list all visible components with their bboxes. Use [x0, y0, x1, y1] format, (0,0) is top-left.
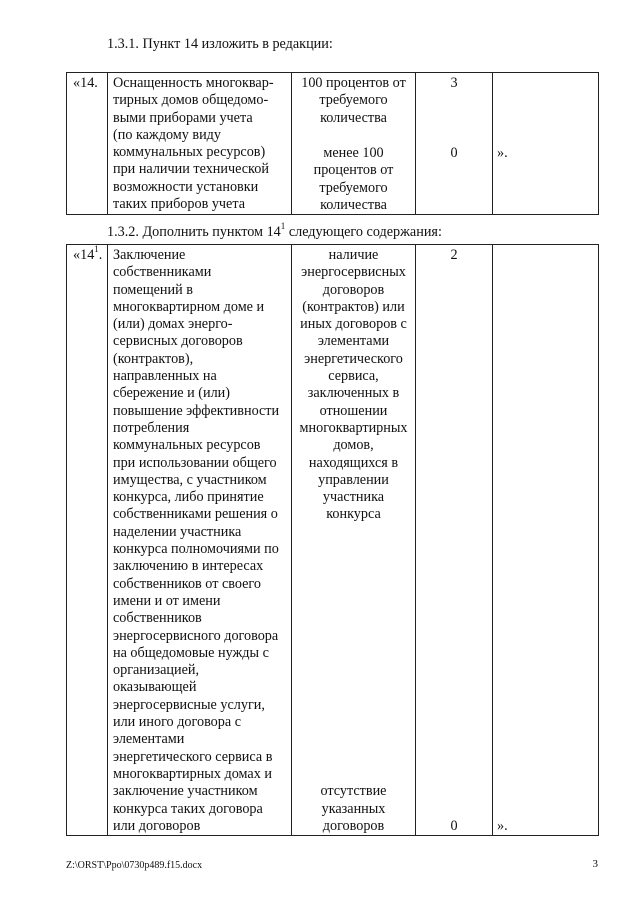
- table-section-2: [66, 244, 599, 836]
- criterion-value-cell: [292, 73, 416, 215]
- item-number: «14.: [73, 75, 98, 91]
- item-number-cell: [67, 73, 108, 215]
- points-cell: [416, 245, 493, 836]
- section-2-heading: [107, 221, 442, 241]
- points-cell: [416, 73, 493, 215]
- criterion-value-2: менее 100 процентов от требуемого количества: [313, 145, 394, 213]
- criterion-name: Оснащенность многоквар- тирных домов общедомо- выми приборами учета (по каждому виду коммунальных ресурсов) при наличии технической возможности установки таких приборов учета: [113, 75, 274, 213]
- closing-quote: ».: [497, 145, 508, 161]
- section-1-heading: 1.3.1. Пункт 14 изложить в редакции:: [107, 36, 333, 52]
- points-value-1: 2: [450, 247, 458, 263]
- criterion-name: Заключение собственниками помещений в многоквартирном доме и (или) домах энерго- сервисных договоров (контрактов), направленных на сбережение и (или) повышение эффективности потребления коммунальных ресурсов при использовании общего имущества, с участником конкурса, либо принятие собственниками решения о наделении участника конкурса полномочиями по заключению в интересах собственников от своего имени и от имени собственников энергосервисного договора на общедомовые нужды с организацией, оказывающей энергосервисные услуги, или иного договора с элементами энергетического сервиса в многоквартирных домах и заключение участником конкурса таких договора или договоров: [113, 247, 280, 834]
- table-row: [67, 245, 599, 836]
- criterion-value-2: отсутствие указанных договоров: [320, 783, 387, 834]
- item-number: [67, 245, 107, 264]
- criterion-value-cell: [292, 245, 416, 836]
- criterion-value-1: наличие энергосервисных договоров (контрактов) или иных договоров с элементами энергетического сервиса, заключенных в отношении многоквартирных домов, находящихся в управлении участника конкурса: [299, 247, 408, 523]
- closing-cell: [493, 73, 599, 215]
- criterion-name-cell: [108, 73, 292, 215]
- section-2-heading-superscript: 1: [280, 221, 286, 232]
- item-number-dot: .: [98, 247, 103, 263]
- section-2-heading-text: 1.3.2. Дополнить пунктом 14: [107, 224, 281, 240]
- table-row: [67, 73, 599, 215]
- page-number: 3: [592, 858, 598, 870]
- table-section-1: [66, 72, 599, 215]
- item-number-cell: [67, 245, 108, 836]
- criterion-value-1: 100 процентов от требуемого количества: [301, 75, 406, 126]
- criterion-name-cell: [108, 245, 292, 836]
- points-value-1: 3: [450, 75, 458, 91]
- section-2-heading-tail: следующего содержания:: [285, 224, 442, 240]
- closing-cell: [493, 245, 599, 836]
- footer-file-path: Z:\ORST\Ppo\0730p489.f15.docx: [66, 860, 203, 871]
- item-number-base: «14: [73, 247, 95, 263]
- points-value-2: 0: [450, 145, 458, 161]
- points-value-2: 0: [450, 817, 458, 834]
- closing-quote: ».: [497, 817, 508, 834]
- item-number-superscript: 1: [94, 244, 99, 255]
